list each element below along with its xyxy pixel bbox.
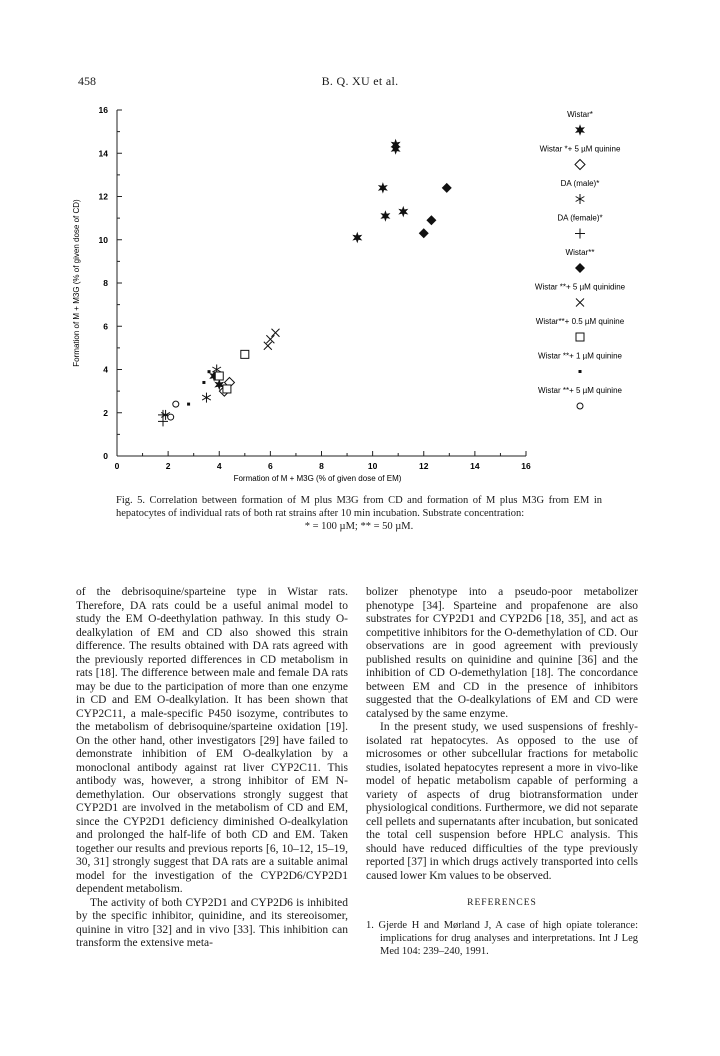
legend-label: Wistar**+ 0.5 µM quinine xyxy=(535,317,625,326)
x-tick-label: 6 xyxy=(268,461,273,471)
scatter-chart xyxy=(0,0,720,490)
y-tick-label: 8 xyxy=(103,278,108,288)
x-marker xyxy=(271,329,279,337)
x-tick-label: 10 xyxy=(367,461,378,471)
asterisk-marker xyxy=(202,393,211,403)
square-open-marker xyxy=(576,333,584,341)
page-number: 458 xyxy=(78,74,96,88)
square-small-marker xyxy=(202,381,205,384)
chart-marks xyxy=(158,139,452,427)
star-marker xyxy=(352,232,362,244)
right-column xyxy=(366,586,638,958)
y-tick-label: 12 xyxy=(98,191,108,202)
y-tick-label: 0 xyxy=(103,451,108,461)
legend-label: DA (female)* xyxy=(557,213,603,223)
data-series xyxy=(209,139,408,391)
square-small-marker xyxy=(579,370,582,373)
legend-label: Wistar *+ 5 µM quinine xyxy=(539,144,621,154)
data-series xyxy=(187,370,210,405)
legend-label: Wistar **+ 5 µM quinidine xyxy=(534,282,626,292)
legend-label: Wistar** xyxy=(565,248,595,257)
data-series xyxy=(168,401,179,420)
y-tick-label: 4 xyxy=(103,364,108,375)
star-marker xyxy=(380,210,390,222)
figure-caption xyxy=(116,494,602,533)
right-paragraph: In the present study, we used suspensions of freshly-isolated rat hepatocytes. As opposed to the use of microsomes or other subcellular fractions for metabolic studies, isolated hepatocytes represent a more in vivo-like model of hepatic metabolism capable of performing a variety of aspects of drug biotransformation under physiological conditions. Furthermore, we did not separate cell pellets and supernatants after incubation, but sonicated the total cell suspension before HPLC analysis. This should have reduced difficulties of the type previously reported [37] in which drugs actively transported into cells caused lower Km values to be observed. xyxy=(366,721,638,882)
y-axis-title: Formation of M + M3G (% of given dose of CD) xyxy=(72,199,81,367)
reference-item: 1. Gjerde H and Mørland J, A case of high opiate tolerance: implications for drug analyses and interpretations. Int J Leg Med 104: 239–240, 1991. xyxy=(366,919,638,957)
plus-marker xyxy=(575,229,585,239)
x-marker xyxy=(264,342,272,350)
x-marker xyxy=(266,335,274,343)
y-tick-label: 14 xyxy=(98,148,108,159)
diamond-filled-marker xyxy=(426,215,436,225)
x-axis-title: Formation of M + M3G (% of given dose of EM) xyxy=(233,474,402,483)
left-paragraph: The activity of both CYP2D1 and CYP2D6 is inhibited by the specific inhibitor, quinidine, and its stereoisomer, quinine in vitro [32] and in vivo [33]. This inhibition can transform the extensive meta- xyxy=(76,896,348,949)
data-series xyxy=(161,365,221,420)
legend-label: Wistar **+ 1 µM quinine xyxy=(538,351,622,361)
caption-line-2: * = 100 µM; ** = 50 µM. xyxy=(304,521,414,532)
y-tick-label: 10 xyxy=(98,234,108,245)
legend-label: Wistar **+ 5 µM quinine xyxy=(538,386,622,395)
circle-open-marker xyxy=(173,401,179,407)
star-marker xyxy=(575,124,585,136)
x-tick-label: 16 xyxy=(521,461,531,471)
data-series xyxy=(264,329,280,350)
data-series xyxy=(158,410,168,426)
chart-legend xyxy=(535,110,626,409)
square-open-marker xyxy=(241,350,249,358)
diamond-filled-marker xyxy=(575,263,585,273)
chart-axes xyxy=(72,105,531,483)
legend-label: Wistar* xyxy=(567,110,593,119)
asterisk-marker xyxy=(576,194,585,204)
right-paragraph: bolizer phenotype into a pseudo-poor metabolizer phenotype [34]. Sparteine and propafenone are also substrates for CYP2D1 and CYP2D6 [18, 35], and act as competitive inhibitors for the O-demethylation of CD. Our observations are in good agreement with previously published results on quinidine and quinine [36] and the inhibition of CD O-demethylation [18]. The concordance between EM and CD in the presence of inhibitors suggested that the O-dealkylations of EM and CD were catalysed by the same enzyme. xyxy=(366,586,638,720)
caption-line-1: Fig. 5. Correlation between formation of M plus M3G from CD and formation of M plus M3G from EM in hepatocytes of individual rats of both rat strains after 10 min incubation. Substrate concentration: xyxy=(116,495,602,519)
x-tick-label: 0 xyxy=(114,461,120,471)
square-small-marker xyxy=(187,403,190,406)
square-open-marker xyxy=(223,385,231,393)
x-tick-label: 14 xyxy=(470,461,480,471)
running-head: B. Q. XU et al. xyxy=(321,74,399,88)
diamond-open-marker xyxy=(575,160,585,170)
references-heading: REFERENCES xyxy=(467,898,537,908)
x-tick-label: 12 xyxy=(419,461,429,471)
diamond-filled-marker xyxy=(419,228,429,238)
x-tick-label: 2 xyxy=(165,461,171,471)
left-column xyxy=(76,586,348,951)
square-open-marker xyxy=(215,372,223,380)
diamond-filled-marker xyxy=(442,183,452,193)
star-marker xyxy=(391,143,401,155)
data-series xyxy=(419,183,452,238)
square-small-marker xyxy=(208,370,211,373)
plus-marker xyxy=(158,410,168,420)
x-tick-label: 4 xyxy=(216,461,222,471)
star-marker xyxy=(378,182,388,194)
x-marker xyxy=(576,299,584,307)
left-paragraph: of the debrisoquine/sparteine type in Wistar rats. Therefore, DA rats could be a useful animal model to study the EM O-deethylation pathway. In this study O-dealkylation of EM and CD also showed this strain difference. The results obtained with DA rats agreed with the previously reported differences in CD metabolism in rats [18]. The difference between male and female DA rats may be due to the participation of more than one enzyme in CD and EM O-dealkylation. It has been shown that CYP2C11, a male-specific P450 isozyme, contributes to the metabolism of debrisoquine/sparteine oxidation [19]. On the other hand, other investigators [29] have failed to demonstrate inhibition of EM O-dealkylation by a monoclonal antibody against rat liver CYP2C11. This antibody was, however, a strong inhibitor of EM N-demethylation. Our observations strongly suggest that CYP2D1 are involved in the metabolism of CD and EM, since the CYP2D1 deficiency diminished O-dealkylation and prolonged the half-life of both CD and EM. Taken together our results and previous reports [6, 10–12, 15–19, 30, 31] strongly suggest that DA rats are a suitable animal model for the investigation of the CYP2D6/CYP2D1 dependent metabolism. xyxy=(76,586,348,895)
circle-open-marker xyxy=(168,414,174,420)
x-tick-label: 8 xyxy=(319,461,324,471)
y-tick-label: 2 xyxy=(103,407,108,418)
circle-open-marker xyxy=(577,403,583,409)
y-tick-label: 6 xyxy=(103,321,108,332)
legend-label: DA (male)* xyxy=(560,179,600,188)
y-tick-label: 16 xyxy=(98,105,108,115)
star-marker xyxy=(398,206,408,218)
